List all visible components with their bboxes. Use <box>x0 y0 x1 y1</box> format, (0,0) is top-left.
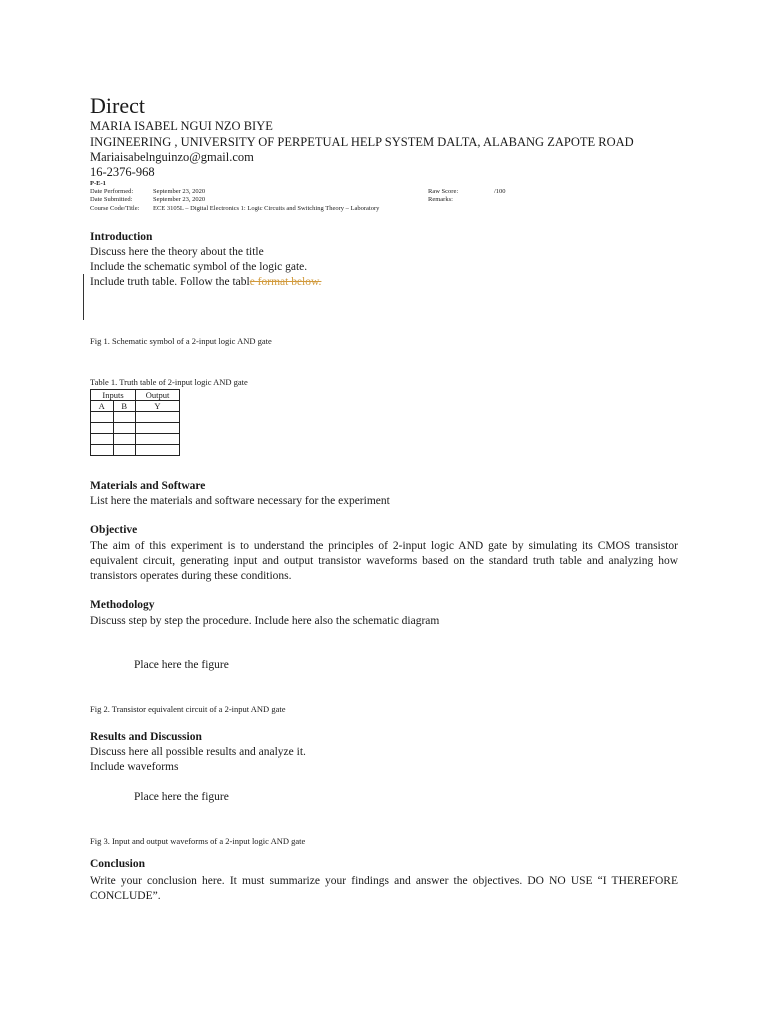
figure-placeholder-2: Place here the figure <box>134 659 229 671</box>
column-b-header: B <box>113 401 136 412</box>
student-id: 16-2376-968 <box>90 165 155 179</box>
materials-heading: Materials and Software <box>90 480 206 492</box>
email: Mariaisabelnguinzo@gmail.com <box>90 150 254 164</box>
figure-placeholder-3: Place here the figure <box>134 791 229 803</box>
methodology-heading: Methodology <box>90 599 155 611</box>
course-title: ECE 3105L – Digital Electronics 1: Logic Circuits and Switching Theory – Laboratory <box>153 205 380 212</box>
experiment-code: P-E-1 <box>90 180 106 187</box>
table1-caption: Table 1. Truth table of 2-input logic AND gate <box>90 377 248 387</box>
table-row <box>91 412 180 423</box>
remarks-label: Remarks: <box>428 196 453 203</box>
inputs-header: Inputs <box>91 390 136 401</box>
objective-text: The aim of this experiment is to understand the principles of 2-input logic AND gate by simulating its CMOS transistor equivalent circuit, generating input and output transistor waveforms based on the standard truth table and analyzing how transistors operates during these conditions. <box>90 540 678 582</box>
author-name: MARIA ISABEL NGUI NZO BIYE <box>90 119 273 133</box>
course-label: Course Code/Title: <box>90 205 140 212</box>
results-line-1: Discuss here all possible results and analyze it. <box>90 746 306 758</box>
fig1-caption: Fig 1. Schematic symbol of a 2-input logic AND gate <box>90 336 272 346</box>
truth-table <box>90 389 180 456</box>
date-submitted-label: Date Submitted: <box>90 196 133 203</box>
tracked-change-deletion: e format below. <box>249 276 322 288</box>
fig3-caption: Fig 3. Input and output waveforms of a 2-input logic AND gate <box>90 836 306 846</box>
document-title: Direct <box>90 93 145 118</box>
table-row <box>91 434 180 445</box>
conclusion-text: Write your conclusion here. It must summarize your findings and answer the objectives. DO NO USE “I THEREFORE CONCLUDE”. <box>90 875 678 902</box>
column-a-header: A <box>91 401 114 412</box>
introduction-line-2: Include the schematic symbol of the logic gate. <box>90 261 308 273</box>
table-row <box>91 423 180 434</box>
column-y-header: Y <box>136 401 180 412</box>
output-header: Output <box>136 390 180 401</box>
conclusion-heading: Conclusion <box>90 858 145 870</box>
results-heading: Results and Discussion <box>90 731 202 743</box>
table-row <box>91 445 180 456</box>
objective-heading: Objective <box>90 524 138 536</box>
introduction-heading: Introduction <box>90 231 153 243</box>
results-line-2: Include waveforms <box>90 761 179 773</box>
introduction-line-3 <box>90 275 321 290</box>
introduction-line-3-text: Include truth table. Follow the tabl <box>90 276 250 288</box>
raw-score-label: Raw Score: <box>428 188 459 195</box>
date-submitted-value: September 23, 2020 <box>153 196 206 203</box>
introduction-line-1: Discuss here the theory about the title <box>90 246 264 258</box>
affiliation: INGINEERING , UNIVERSITY OF PERPETUAL HELP SYSTEM DALTA, ALABANG ZAPOTE ROAD <box>90 135 634 149</box>
materials-text: List here the materials and software necessary for the experiment <box>90 495 390 507</box>
date-performed-label: Date Performed: <box>90 188 134 195</box>
date-performed-value: September 23, 2020 <box>153 188 206 195</box>
text-cursor <box>83 274 84 320</box>
methodology-text: Discuss step by step the procedure. Include here also the schematic diagram <box>90 615 440 627</box>
fig2-caption: Fig 2. Transistor equivalent circuit of a 2-input AND gate <box>90 704 286 714</box>
raw-score-value: /100 <box>494 188 506 195</box>
